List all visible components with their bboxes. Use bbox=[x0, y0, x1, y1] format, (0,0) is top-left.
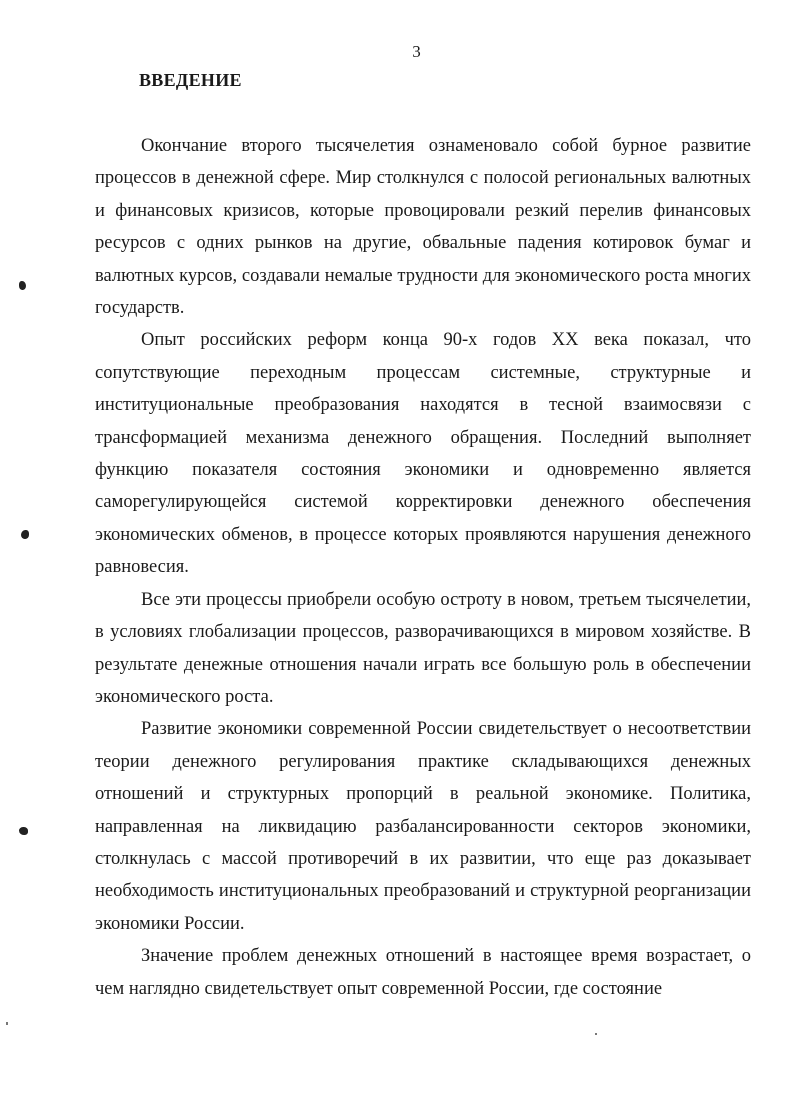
page-number: 3 bbox=[412, 42, 421, 61]
scan-dust-mark bbox=[6, 1022, 8, 1025]
binding-hole-mark bbox=[19, 281, 26, 290]
paragraph-5: Значение проблем денежных отношений в настоящее время возрастает, о чем наглядно свидетельствует опыт современной России, где состояние bbox=[95, 946, 751, 999]
binding-hole-mark bbox=[19, 827, 28, 835]
paragraph-4: Развитие экономики современной России свидетельствует о несоответствии теории денежного регулирования практике складывающихся денежных отношений и структурных пропорций в реальной экономике. Политика, направленная на ликвидацию разбалансированности секторов экономики, столкнулась с массой противоречий в их развитии, что еще раз доказывает необходимость институциональных преобразований и структурной реорганизации экономики России. bbox=[95, 719, 751, 934]
paragraph-2: Опыт российских реформ конца 90-х годов XX века показал, что сопутствующие переходным процессам системные, структурные и институциональные преобразования находятся в тесной взаимосвязи с трансформацией механизма денежного обращения. Последний выполняет функцию показателя состояния экономики и одновременно является саморегулирующейся системой корректировки денежного обеспечения экономических обменов, в процессе которых проявляются нарушения денежного равновесия. bbox=[95, 330, 751, 578]
page-title: ВВЕДЕНИЕ bbox=[139, 70, 242, 90]
scan-dust-mark bbox=[595, 1033, 597, 1035]
body-text bbox=[95, 130, 751, 1005]
paragraph-1: Окончание второго тысячелетия ознаменовало собой бурное развитие процессов в денежной сфере. Мир столкнулся с полосой региональных валютных и финансовых кризисов, которые провоцировали резкий перелив финансовых ресурсов с одних рынков на другие, обвальные падения котировок бумаг и валютных курсов, создавали немалые трудности для экономического роста многих государств. bbox=[95, 136, 751, 319]
binding-hole-mark bbox=[21, 530, 29, 539]
paragraph-3: Все эти процессы приобрели особую остроту в новом, третьем тысячелетии, в условиях глобализации процессов, разворачивающихся в мировом хозяйстве. В результате денежные отношения начали играть все большую роль в обеспечении экономического роста. bbox=[95, 589, 751, 707]
